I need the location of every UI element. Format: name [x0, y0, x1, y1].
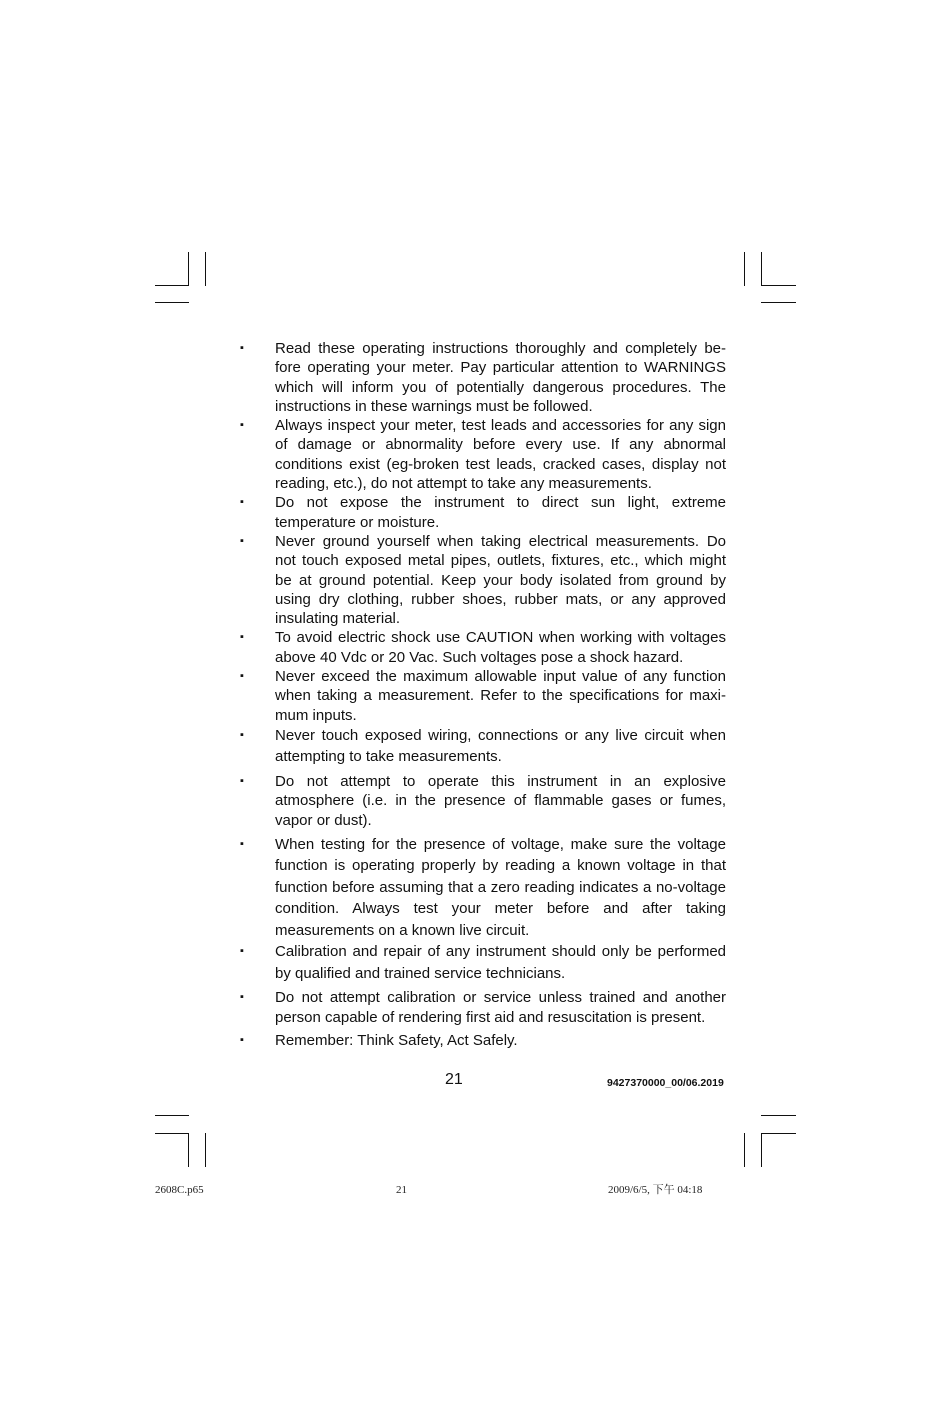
list-item-text: Read these operating instructions thoroughly and completely be-fore operating your meter. Pay particular attention to WARNINGS which will inform you of potentially dangerous procedures. The instructions in these warnings must be followed. — [275, 340, 726, 415]
page-number: 21 — [445, 1071, 463, 1088]
list-item — [240, 416, 726, 493]
crop-mark-bottom-right-v2 — [761, 1133, 762, 1167]
list-item — [240, 834, 726, 942]
crop-mark-bottom-right-h1 — [761, 1115, 796, 1116]
list-item — [240, 725, 726, 768]
bullet-icon: ▪ — [240, 837, 244, 850]
crop-mark-top-left-h2 — [155, 302, 189, 303]
list-item — [240, 988, 726, 1027]
bullet-icon: ▪ — [240, 991, 244, 1004]
list-item-text: Do not attempt to operate this instrument in an explosive atmosphere (i.e. in the presence of flammable gases or fumes, vapor or dust). — [275, 772, 726, 829]
bullet-icon: ▪ — [240, 728, 244, 741]
list-item — [240, 532, 726, 628]
crop-mark-bottom-left-h2 — [155, 1133, 189, 1134]
crop-mark-bottom-right-v1 — [744, 1133, 745, 1167]
list-item-text: Always inspect your meter, test leads and accessories for any sign of damage or abnormality before every use. If any abnormal conditions exist (eg-broken test leads, cracked cases, display not reading, etc.), do not attempt to take any measurements. — [275, 417, 726, 493]
bullet-icon: ▪ — [240, 419, 244, 432]
list-item-text: To avoid electric shock use CAUTION when working with voltages above 40 Vdc or 20 Vac. Such voltages pose a shock hazard. — [275, 629, 726, 666]
bullet-icon: ▪ — [240, 670, 244, 683]
crop-mark-top-right-h2 — [761, 302, 796, 303]
list-item — [240, 628, 726, 667]
bullet-icon: ▪ — [240, 342, 244, 354]
list-item-text: When testing for the presence of voltage, make sure the voltage function is operating properly by reading a known voltage in that function before assuming that a zero reading indicates a no-voltage condition. Always test your meter before and after taking measurements on a known live circuit. — [275, 835, 726, 939]
bullet-icon: ▪ — [240, 945, 244, 958]
list-item — [240, 772, 726, 830]
bullet-icon: ▪ — [240, 631, 244, 644]
crop-mark-top-right-v2 — [761, 252, 762, 286]
crop-mark-top-right-h1 — [761, 285, 796, 286]
crop-mark-bottom-left-v1 — [188, 1133, 189, 1167]
slug-page-number: 21 — [396, 1184, 407, 1196]
crop-mark-top-left-v1 — [188, 252, 189, 286]
list-item-text: Never touch exposed wiring, connections or any live circuit when attempting to take measurements. — [275, 726, 726, 766]
list-item — [240, 667, 726, 725]
list-item-text: Never exceed the maximum allowable input value of any function when taking a measurement. Refer to the specifications for maxi- mum inputs. — [275, 668, 726, 724]
slug-filename: 2608C.p65 — [155, 1184, 204, 1196]
list-item-text: Do not attempt calibration or service unless trained and another person capable of rendering first aid and resuscitation is present. — [275, 989, 726, 1026]
list-item — [240, 1031, 726, 1050]
bullet-icon: ▪ — [240, 496, 244, 509]
list-item-text: Do not expose the instrument to direct sun light, extreme temperature or moisture. — [275, 494, 726, 531]
crop-mark-top-right-v1 — [744, 252, 745, 286]
crop-mark-top-left-h1 — [155, 285, 189, 286]
list-item — [240, 493, 726, 532]
list-item-text: Calibration and repair of any instrument should only be performed by qualified and trained service technicians. — [275, 943, 726, 982]
crop-mark-bottom-left-h1 — [155, 1115, 189, 1116]
list-item — [240, 941, 726, 984]
crop-mark-bottom-right-h2 — [761, 1133, 796, 1134]
safety-instructions-list — [240, 339, 726, 1050]
crop-mark-bottom-left-v2 — [205, 1133, 206, 1167]
list-item — [240, 339, 726, 416]
bullet-icon: ▪ — [240, 534, 244, 547]
list-item-text: Remember: Think Safety, Act Safely. — [275, 1031, 518, 1049]
bullet-icon: ▪ — [240, 774, 244, 787]
crop-mark-top-left-v2 — [205, 252, 206, 286]
slug-datetime: 2009/6/5, 下午 04:18 — [608, 1184, 703, 1196]
list-item-text: Never ground yourself when taking electrical measurements. Do not touch exposed metal pipes, outlets, fixtures, etc., which might be at ground potential. Keep your body isolated from ground by using dry clothing, rubber shoes, rubber mats, or any approved insulating material. — [275, 532, 726, 628]
document-code: 9427370000_00/06.2019 — [607, 1077, 724, 1089]
bullet-icon: ▪ — [240, 1033, 244, 1046]
